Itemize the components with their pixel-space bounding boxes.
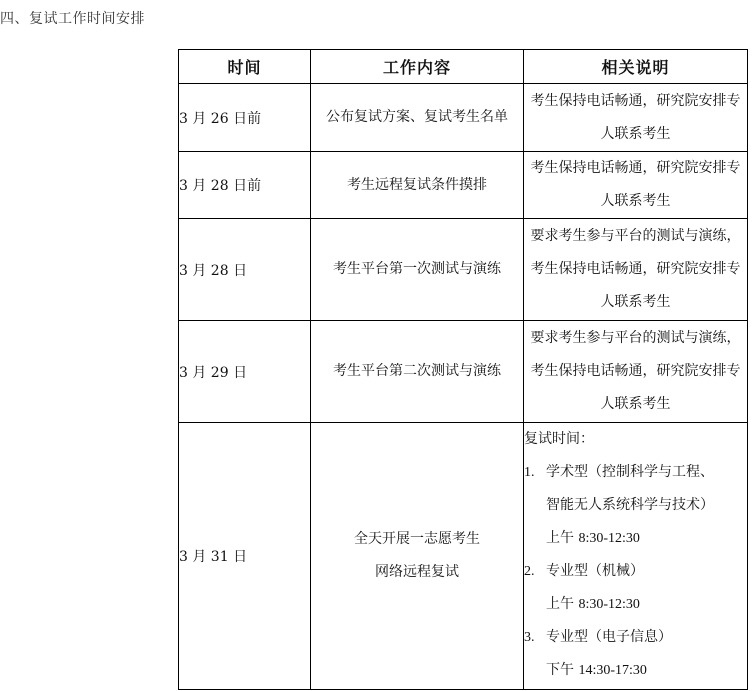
- work-content-line: 全天开展一志愿考生: [354, 531, 480, 547]
- exam-time-label: 上午: [546, 530, 574, 546]
- exam-type-label: 专业型（电子信息）: [546, 629, 672, 645]
- time-cell: 3 月 31 日: [179, 423, 311, 690]
- exam-type-label-continued: 智能无人系统科学与技术）: [546, 497, 714, 513]
- column-header-work: 工作内容: [311, 50, 524, 84]
- column-header-notes: 相关说明: [524, 50, 748, 84]
- exam-type-item: [524, 621, 747, 654]
- exam-type-label: 专业型（机械）: [546, 563, 644, 579]
- exam-schedule-cell: [524, 423, 748, 690]
- exam-time-range: 14:30-17:30: [578, 663, 647, 678]
- exam-time-slot: [524, 654, 747, 687]
- table-row: [179, 219, 748, 321]
- exam-time-label: 下午: [546, 662, 574, 678]
- time-cell: 3 月 29 日: [179, 321, 311, 423]
- exam-type-label: 学术型（控制科学与工程、: [546, 464, 714, 480]
- notes-cell: 考生保持电话畅通，研究院安排专人联系考生: [524, 84, 748, 152]
- section-heading: 四、复试工作时间安排: [0, 11, 145, 27]
- notes-cell: 考生保持电话畅通，研究院安排专人联系考生: [524, 152, 748, 219]
- table-header-row: [179, 50, 748, 84]
- exam-time-range: 8:30-12:30: [578, 531, 640, 546]
- notes-cell: 要求考生参与平台的测试与演练，考生保持电话畅通，研究院安排专人联系考生: [524, 321, 748, 423]
- time-cell: 3 月 28 日前: [179, 152, 311, 219]
- table-row: [179, 84, 748, 152]
- time-cell: 3 月 28 日: [179, 219, 311, 321]
- exam-time-range: 8:30-12:30: [578, 597, 640, 612]
- exam-type-number: 2.: [524, 564, 535, 579]
- exam-time-slot: [524, 522, 747, 555]
- exam-time-slot: [524, 588, 747, 621]
- work-content-line: 网络远程复试: [375, 564, 459, 580]
- work-content-cell: 考生远程复试条件摸排: [311, 152, 524, 219]
- work-content-cell: 公布复试方案、复试考生名单: [311, 84, 524, 152]
- exam-schedule-title: 复试时间：: [524, 431, 594, 447]
- table-row: [179, 152, 748, 219]
- table-row: [179, 423, 748, 690]
- work-content-cell: 考生平台第二次测试与演练: [311, 321, 524, 423]
- column-header-time: 时间: [179, 50, 311, 84]
- time-cell: 3 月 26 日前: [179, 84, 311, 152]
- notes-cell: 要求考生参与平台的测试与演练，考生保持电话畅通，研究院安排专人联系考生: [524, 219, 748, 321]
- exam-type-number: 1.: [524, 465, 535, 480]
- schedule-table: [178, 49, 748, 690]
- work-content-cell: 考生平台第一次测试与演练: [311, 219, 524, 321]
- exam-time-label: 上午: [546, 596, 574, 612]
- table-row: [179, 321, 748, 423]
- exam-type-item: [524, 456, 747, 489]
- work-content-cell: [311, 423, 524, 690]
- exam-type-item: [524, 555, 747, 588]
- exam-type-number: 3.: [524, 630, 535, 645]
